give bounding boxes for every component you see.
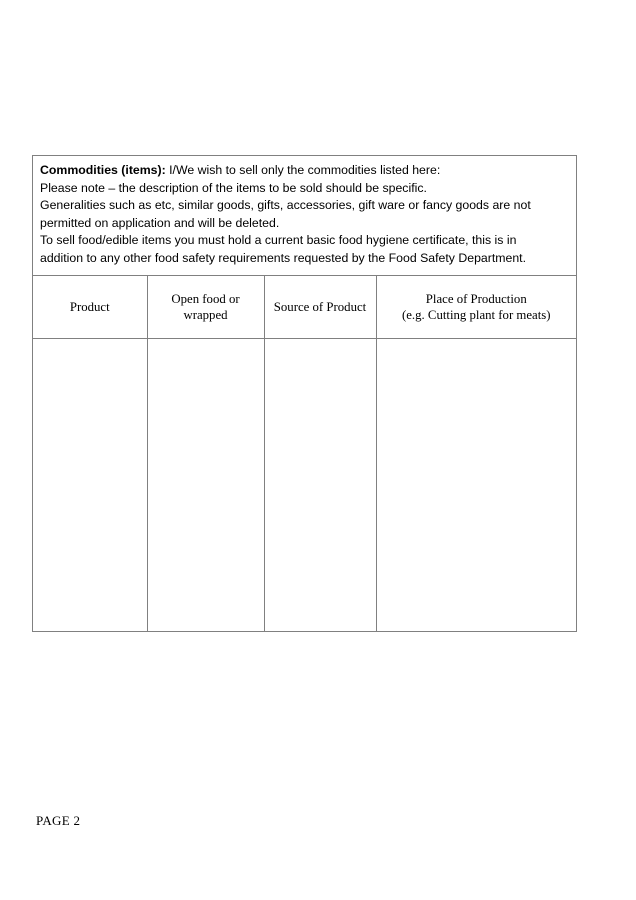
cell-source-of-product[interactable] bbox=[264, 338, 376, 631]
notice-line-1-text: I/We wish to sell only the commodities listed here: bbox=[165, 163, 441, 177]
cell-product[interactable] bbox=[33, 338, 147, 631]
notice-line-6: addition to any other food safety requirements requested by the Food Safety Department. bbox=[40, 250, 527, 265]
column-header-product-line1: Product bbox=[69, 299, 110, 314]
column-header-open-food-or-wrapped bbox=[147, 275, 264, 338]
column-header-source-line1: Source of Product bbox=[273, 299, 367, 314]
notice-line-3: Generalities such as etc, similar goods, gifts, accessories, gift ware or fancy goods are not bbox=[40, 198, 531, 213]
table-header-row bbox=[33, 275, 576, 338]
column-header-open-food-line1: Open food or bbox=[171, 291, 240, 306]
commodities-notice bbox=[33, 156, 576, 275]
commodities-table bbox=[33, 275, 576, 631]
notice-line-2: Please note – the description of the items to be sold should be specific. bbox=[40, 180, 427, 195]
column-header-place-line1: Place of Production bbox=[425, 291, 527, 306]
table-row bbox=[33, 338, 576, 631]
cell-place-of-production[interactable] bbox=[376, 338, 576, 631]
notice-line-4: permitted on application and will be deleted. bbox=[40, 215, 280, 230]
column-header-product bbox=[33, 275, 147, 338]
page-number-footer: PAGE 2 bbox=[36, 813, 81, 828]
commodities-table-header bbox=[33, 275, 576, 338]
notice-line-5: To sell food/edible items you must hold a current basic food hygiene certificate, this is in bbox=[40, 233, 517, 248]
cell-open-food-or-wrapped[interactable] bbox=[147, 338, 264, 631]
column-header-open-food-line2: wrapped bbox=[183, 307, 228, 322]
notice-lead-label: Commodities (items): bbox=[40, 163, 166, 177]
column-header-place-of-production bbox=[376, 275, 576, 338]
commodities-form-block bbox=[32, 155, 577, 632]
notice-line-1 bbox=[40, 162, 569, 180]
column-header-place-line2: (e.g. Cutting plant for meats) bbox=[401, 307, 551, 322]
column-header-source-of-product bbox=[264, 275, 376, 338]
commodities-table-body bbox=[33, 338, 576, 631]
